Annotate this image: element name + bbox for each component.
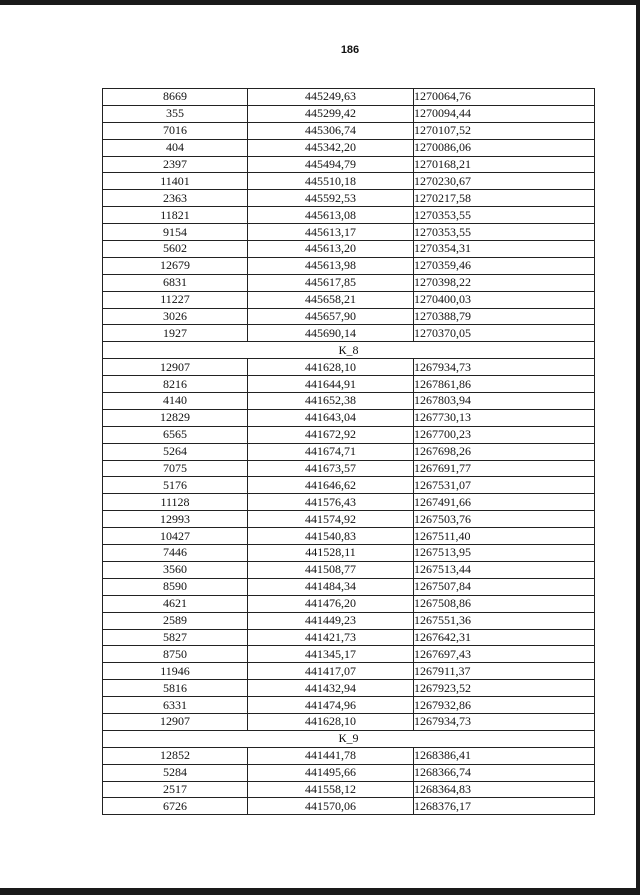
table-row	[103, 105, 595, 122]
x-coordinate-cell: 445510,18	[248, 173, 414, 190]
x-coordinate-cell: 445306,74	[248, 122, 414, 139]
point-id-cell: 404	[103, 139, 248, 156]
point-id-cell: 11128	[103, 494, 248, 511]
table-row	[103, 393, 595, 410]
y-coordinate-cell: 1270398,22	[414, 274, 595, 291]
section-header-row	[103, 342, 595, 359]
table-row	[103, 139, 595, 156]
table-row	[103, 528, 595, 545]
coordinates-table	[102, 88, 595, 815]
table-row	[103, 697, 595, 714]
table-row	[103, 409, 595, 426]
y-coordinate-cell: 1268364,83	[414, 781, 595, 798]
table-row	[103, 561, 595, 578]
table-row	[103, 781, 595, 798]
y-coordinate-cell: 1270370,05	[414, 325, 595, 342]
x-coordinate-cell: 441421,73	[248, 629, 414, 646]
table-row	[103, 274, 595, 291]
x-coordinate-cell: 441628,10	[248, 359, 414, 376]
section-label: К_9	[103, 730, 595, 747]
point-id-cell: 2397	[103, 156, 248, 173]
y-coordinate-cell: 1267531,07	[414, 477, 595, 494]
point-id-cell: 12993	[103, 511, 248, 528]
table-row	[103, 257, 595, 274]
point-id-cell: 1927	[103, 325, 248, 342]
section-header-row	[103, 730, 595, 747]
y-coordinate-cell: 1267932,86	[414, 697, 595, 714]
x-coordinate-cell: 441570,06	[248, 798, 414, 815]
point-id-cell: 5827	[103, 629, 248, 646]
y-coordinate-cell: 1268376,17	[414, 798, 595, 815]
y-coordinate-cell: 1267934,73	[414, 713, 595, 730]
y-coordinate-cell: 1267698,26	[414, 443, 595, 460]
point-id-cell: 8750	[103, 646, 248, 663]
point-id-cell: 12829	[103, 409, 248, 426]
point-id-cell: 5284	[103, 764, 248, 781]
scan-edge-right	[636, 0, 640, 895]
table-row	[103, 578, 595, 595]
y-coordinate-cell: 1267507,84	[414, 578, 595, 595]
x-coordinate-cell: 441528,11	[248, 545, 414, 562]
table-row	[103, 443, 595, 460]
scan-edge-bottom	[0, 888, 640, 895]
y-coordinate-cell: 1267923,52	[414, 680, 595, 697]
x-coordinate-cell: 441558,12	[248, 781, 414, 798]
y-coordinate-cell: 1270107,52	[414, 122, 595, 139]
x-coordinate-cell: 441417,07	[248, 663, 414, 680]
table-row	[103, 207, 595, 224]
y-coordinate-cell: 1267551,36	[414, 612, 595, 629]
point-id-cell: 6331	[103, 697, 248, 714]
x-coordinate-cell: 441476,20	[248, 595, 414, 612]
y-coordinate-cell: 1270359,46	[414, 257, 595, 274]
point-id-cell: 6565	[103, 426, 248, 443]
point-id-cell: 5176	[103, 477, 248, 494]
point-id-cell: 5816	[103, 680, 248, 697]
x-coordinate-cell: 441508,77	[248, 561, 414, 578]
point-id-cell: 355	[103, 105, 248, 122]
point-id-cell: 4140	[103, 393, 248, 410]
x-coordinate-cell: 441474,96	[248, 697, 414, 714]
table-row	[103, 291, 595, 308]
table-row	[103, 595, 595, 612]
point-id-cell: 5602	[103, 241, 248, 258]
x-coordinate-cell: 445690,14	[248, 325, 414, 342]
x-coordinate-cell: 441449,23	[248, 612, 414, 629]
table-row	[103, 190, 595, 207]
x-coordinate-cell: 445617,85	[248, 274, 414, 291]
x-coordinate-cell: 445494,79	[248, 156, 414, 173]
table-row	[103, 494, 595, 511]
table-row	[103, 511, 595, 528]
table-row	[103, 224, 595, 241]
y-coordinate-cell: 1270354,31	[414, 241, 595, 258]
x-coordinate-cell: 445613,08	[248, 207, 414, 224]
point-id-cell: 11227	[103, 291, 248, 308]
table-row	[103, 359, 595, 376]
y-coordinate-cell: 1267642,31	[414, 629, 595, 646]
table-row	[103, 663, 595, 680]
x-coordinate-cell: 445658,21	[248, 291, 414, 308]
x-coordinate-cell: 441432,94	[248, 680, 414, 697]
y-coordinate-cell: 1267730,13	[414, 409, 595, 426]
y-coordinate-cell: 1270064,76	[414, 89, 595, 106]
table-row	[103, 680, 595, 697]
y-coordinate-cell: 1268366,74	[414, 764, 595, 781]
y-coordinate-cell: 1270168,21	[414, 156, 595, 173]
table-row	[103, 460, 595, 477]
table-row	[103, 764, 595, 781]
table-row	[103, 122, 595, 139]
x-coordinate-cell: 441674,71	[248, 443, 414, 460]
table-row	[103, 612, 595, 629]
y-coordinate-cell: 1267513,44	[414, 561, 595, 578]
y-coordinate-cell: 1270353,55	[414, 224, 595, 241]
table-row	[103, 308, 595, 325]
point-id-cell: 8216	[103, 376, 248, 393]
point-id-cell: 7016	[103, 122, 248, 139]
x-coordinate-cell: 441576,43	[248, 494, 414, 511]
table-row	[103, 545, 595, 562]
point-id-cell: 11401	[103, 173, 248, 190]
coordinates-table-body	[103, 89, 595, 815]
table-row	[103, 629, 595, 646]
point-id-cell: 2517	[103, 781, 248, 798]
point-id-cell: 12852	[103, 747, 248, 764]
table-row	[103, 713, 595, 730]
x-coordinate-cell: 445657,90	[248, 308, 414, 325]
point-id-cell: 3560	[103, 561, 248, 578]
x-coordinate-cell: 441345,17	[248, 646, 414, 663]
point-id-cell: 2363	[103, 190, 248, 207]
y-coordinate-cell: 1267697,43	[414, 646, 595, 663]
point-id-cell: 7446	[103, 545, 248, 562]
y-coordinate-cell: 1267691,77	[414, 460, 595, 477]
table-row	[103, 798, 595, 815]
table-row	[103, 477, 595, 494]
point-id-cell: 12679	[103, 257, 248, 274]
x-coordinate-cell: 441484,34	[248, 578, 414, 595]
y-coordinate-cell: 1267511,40	[414, 528, 595, 545]
table-row	[103, 426, 595, 443]
point-id-cell: 8669	[103, 89, 248, 106]
page-number: 186	[340, 44, 360, 56]
x-coordinate-cell: 441628,10	[248, 713, 414, 730]
table-row	[103, 241, 595, 258]
point-id-cell: 10427	[103, 528, 248, 545]
x-coordinate-cell: 441646,62	[248, 477, 414, 494]
point-id-cell: 2589	[103, 612, 248, 629]
x-coordinate-cell: 445613,17	[248, 224, 414, 241]
point-id-cell: 8590	[103, 578, 248, 595]
y-coordinate-cell: 1267803,94	[414, 393, 595, 410]
y-coordinate-cell: 1267508,86	[414, 595, 595, 612]
x-coordinate-cell: 445613,20	[248, 241, 414, 258]
y-coordinate-cell: 1267503,76	[414, 511, 595, 528]
y-coordinate-cell: 1267861,86	[414, 376, 595, 393]
x-coordinate-cell: 441672,92	[248, 426, 414, 443]
x-coordinate-cell: 441574,92	[248, 511, 414, 528]
table-row	[103, 173, 595, 190]
x-coordinate-cell: 441441,78	[248, 747, 414, 764]
y-coordinate-cell: 1270388,79	[414, 308, 595, 325]
point-id-cell: 12907	[103, 359, 248, 376]
x-coordinate-cell: 441673,57	[248, 460, 414, 477]
point-id-cell: 6831	[103, 274, 248, 291]
table-row	[103, 156, 595, 173]
table-row	[103, 89, 595, 106]
y-coordinate-cell: 1267700,23	[414, 426, 595, 443]
y-coordinate-cell: 1267513,95	[414, 545, 595, 562]
x-coordinate-cell: 441644,91	[248, 376, 414, 393]
table-row	[103, 376, 595, 393]
table-row	[103, 747, 595, 764]
point-id-cell: 9154	[103, 224, 248, 241]
y-coordinate-cell: 1270094,44	[414, 105, 595, 122]
point-id-cell: 5264	[103, 443, 248, 460]
y-coordinate-cell: 1270400,03	[414, 291, 595, 308]
x-coordinate-cell: 445592,53	[248, 190, 414, 207]
x-coordinate-cell: 445342,20	[248, 139, 414, 156]
point-id-cell: 11946	[103, 663, 248, 680]
point-id-cell: 12907	[103, 713, 248, 730]
x-coordinate-cell: 441652,38	[248, 393, 414, 410]
x-coordinate-cell: 445249,63	[248, 89, 414, 106]
point-id-cell: 7075	[103, 460, 248, 477]
y-coordinate-cell: 1267934,73	[414, 359, 595, 376]
y-coordinate-cell: 1270230,67	[414, 173, 595, 190]
x-coordinate-cell: 441495,66	[248, 764, 414, 781]
y-coordinate-cell: 1267491,66	[414, 494, 595, 511]
point-id-cell: 3026	[103, 308, 248, 325]
point-id-cell: 11821	[103, 207, 248, 224]
table-row	[103, 325, 595, 342]
y-coordinate-cell: 1268386,41	[414, 747, 595, 764]
table-row	[103, 646, 595, 663]
point-id-cell: 6726	[103, 798, 248, 815]
x-coordinate-cell: 445613,98	[248, 257, 414, 274]
y-coordinate-cell: 1267911,37	[414, 663, 595, 680]
y-coordinate-cell: 1270217,58	[414, 190, 595, 207]
section-label: К_8	[103, 342, 595, 359]
y-coordinate-cell: 1270353,55	[414, 207, 595, 224]
x-coordinate-cell: 441643,04	[248, 409, 414, 426]
scan-edge-top	[0, 0, 640, 5]
x-coordinate-cell: 441540,83	[248, 528, 414, 545]
x-coordinate-cell: 445299,42	[248, 105, 414, 122]
y-coordinate-cell: 1270086,06	[414, 139, 595, 156]
point-id-cell: 4621	[103, 595, 248, 612]
